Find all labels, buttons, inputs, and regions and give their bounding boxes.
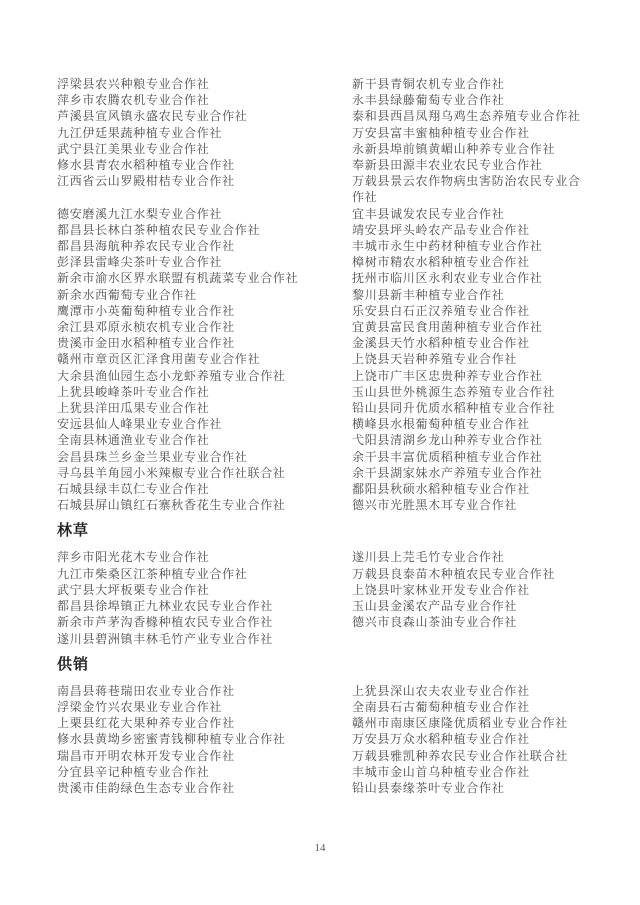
- table-row: [57, 270, 590, 286]
- table-row: [57, 368, 590, 384]
- cooperative-name: 新余市渝水区界水联盟有机蔬菜专业合作社: [57, 271, 299, 286]
- cooperative-name: 上犹县洋田瓜果专业合作社: [57, 401, 210, 416]
- cooperative-name: 乐安县白石正汉养殖专业合作社: [352, 303, 530, 318]
- cooperative-name: 万安县万众水稻种植专业合作社: [352, 732, 530, 747]
- table-row: [57, 566, 590, 582]
- cooperative-name: 安远县仙人峰果业专业合作社: [57, 417, 223, 432]
- cooperative-name: 九江伊廷果蔬种植专业合作社: [57, 125, 223, 140]
- table-row: [57, 582, 590, 598]
- cooperative-name: 武宁县大坪板栗专业合作社: [57, 582, 210, 597]
- table-row: [57, 222, 590, 238]
- cooperative-name: 万安县富丰蜜柚种植专业合作社: [352, 125, 530, 140]
- table-row: [57, 173, 590, 205]
- table-row: [57, 764, 590, 780]
- cooperative-name: 瑞昌市开明农林开发专业合作社: [57, 748, 235, 763]
- section-header: 林草: [57, 523, 90, 540]
- cooperative-name: 万载县景云农作物病虫害防治农民专业合作社: [352, 174, 581, 205]
- table-row: [57, 303, 590, 319]
- table-row: [57, 206, 590, 222]
- cooperative-name: 浮梁县农兴种粮专业合作社: [57, 77, 210, 91]
- cooperative-name: 全南县石古葡萄种植专业合作社: [352, 699, 530, 714]
- table-row: [57, 319, 590, 335]
- table-row: [57, 238, 590, 254]
- cooperative-name: 余江县邓原永桢农机专业合作社: [57, 320, 235, 335]
- cooperative-name: 石城县屏山镇红石寨秋香花生专业合作社: [57, 498, 286, 513]
- table-row: [57, 125, 590, 141]
- cooperative-name: 靖安县坪头岭农产品专业合作社: [352, 222, 530, 237]
- cooperative-name: 奉新县田源丰农业农民专业合作社: [352, 158, 543, 173]
- cooperative-name: 上饶市广丰区忠贵种养专业合作社: [352, 368, 543, 383]
- cooperative-name: 贵溪市佳韵绿色生态专业合作社: [57, 780, 235, 795]
- table-row: [57, 481, 590, 497]
- table-row: [57, 748, 590, 764]
- cooperative-name: 丰城市永生中药材种植专业合作社: [352, 239, 543, 254]
- cooperative-name: 宜丰县诚发农民专业合作社: [352, 206, 505, 221]
- table-row: [57, 683, 590, 699]
- cooperative-name: 萍乡市农腾农机专业合作社: [57, 93, 210, 108]
- cooperative-name: 新余市芦茅沟香橼种植农民专业合作社: [57, 615, 273, 630]
- cooperative-name: 丰城市金山首乌种植专业合作社: [352, 764, 530, 779]
- cooperative-name: 会昌县珠兰乡金兰果业专业合作社: [57, 449, 248, 464]
- cooperative-name: 分宜县辛记种植专业合作社: [57, 764, 210, 779]
- cooperative-name: 黎川县新丰种植专业合作社: [352, 287, 505, 302]
- table-row: [57, 157, 590, 173]
- cooperative-name: 芦溪县宣风镇永盛农民专业合作社: [57, 109, 248, 124]
- cooperative-name: 横峰县水根葡萄种植专业合作社: [352, 417, 530, 432]
- cooperative-name: 余干县丰富优质稻种植专业合作社: [352, 449, 543, 464]
- cooperative-name: 德兴市良森山茶油专业合作社: [352, 615, 518, 630]
- table-row: [57, 416, 590, 432]
- cooperative-name: 都昌县徐埠镇正九林业农民专业合作社: [57, 599, 273, 614]
- table-row: [57, 76, 590, 92]
- table-row: [57, 287, 590, 303]
- table-row: [57, 598, 590, 614]
- table-row: [57, 92, 590, 108]
- table-row: [57, 614, 590, 630]
- cooperative-name: 南昌县蒋巷瑞田农业专业合作社: [57, 683, 235, 698]
- table-row: [57, 108, 590, 124]
- cooperative-name: 德安磨溪九江水梨专业合作社: [57, 206, 223, 221]
- cooperative-name: 永丰县绿藤葡萄专业合作社: [352, 93, 505, 108]
- cooperative-name: 石城县绿丰苡仁专业合作社: [57, 482, 210, 497]
- cooperative-name: 修水县青农水稻种植专业合作社: [57, 158, 235, 173]
- table-row: [57, 141, 590, 157]
- cooperative-name: 修水县黄坳乡密蜜青钱柳种植专业合作社: [57, 732, 286, 747]
- cooperative-name: 铅山县泰缘茶叶专业合作社: [352, 780, 505, 795]
- cooperative-name: 鄱阳县秋硕水稻种植专业合作社: [352, 482, 530, 497]
- cooperative-name: 玉山县世外桃源生态养殖专业合作社: [352, 384, 556, 399]
- cooperative-name: 浮梁金竹兴农果业专业合作社: [57, 699, 223, 714]
- cooperative-name: 新干县青铜农机专业合作社: [352, 77, 505, 91]
- cooperative-name: 九江市柴桑区江茶种植专业合作社: [57, 566, 248, 581]
- cooperative-name: 遂川县碧洲镇丰林毛竹产业专业合作社: [57, 631, 273, 646]
- table-row: [57, 497, 590, 513]
- cooperative-name: 江西省云山罗殿柑桔专业合作社: [57, 174, 235, 189]
- cooperative-name: 上犹县深山农夫农业专业合作社: [352, 683, 530, 698]
- table-row: [57, 731, 590, 747]
- cooperative-name: 全南县林通渔业专业合作社: [57, 433, 210, 448]
- cooperative-name: 贵溪市金田水稻种植专业合作社: [57, 336, 235, 351]
- cooperative-name: 上犹县峻峰茶叶专业合作社: [57, 384, 210, 399]
- cooperative-name: 玉山县金溪农产品专业合作社: [352, 599, 518, 614]
- cooperative-name: 金溪县天竹水稻种植专业合作社: [352, 336, 530, 351]
- cooperative-name: 抚州市临川区永利农业专业合作社: [352, 271, 543, 286]
- cooperative-name: 萍乡市阳光花木专业合作社: [57, 550, 210, 565]
- cooperative-name: 铅山县同升优质水稻种植专业合作社: [352, 401, 556, 416]
- cooperative-name: 武宁县江美果业专业合作社: [57, 141, 210, 156]
- cooperative-name: 赣州市章贡区汇泽食用菌专业合作社: [57, 352, 261, 367]
- cooperative-name: 鹰潭市小英葡萄种植专业合作社: [57, 303, 235, 318]
- cooperative-name: 大余县渔仙园生态小龙虾养殖专业合作社: [57, 368, 286, 383]
- page-number: 14: [314, 842, 326, 854]
- table-row: [57, 449, 590, 465]
- table-row: [57, 699, 590, 715]
- table-row: [57, 335, 590, 351]
- table-row: [57, 254, 590, 270]
- table-row: [57, 549, 590, 565]
- cooperative-name: 德兴市光胜黑木耳专业合作社: [352, 498, 518, 513]
- cooperative-name: 寻乌县羊角园小米辣椒专业合作社联合社: [57, 465, 286, 480]
- cooperative-name: 遂川县上芫毛竹专业合作社: [352, 550, 505, 565]
- table-row: [57, 384, 590, 400]
- cooperative-name: 万载县雅凯种养农民专业合作社联合社: [352, 748, 568, 763]
- cooperative-name: 上栗县红花大果种养专业合作社: [57, 716, 235, 731]
- cooperative-name: 樟树市精农水稻种植专业合作社: [352, 255, 530, 270]
- cooperative-name: 宜黄县富民食用菌种植专业合作社: [352, 320, 543, 335]
- cooperative-name: 余干县湖家妹水产养殖专业合作社: [352, 465, 543, 480]
- table-row: [57, 400, 590, 416]
- cooperative-name: 都昌县海航种养农民专业合作社: [57, 239, 235, 254]
- cooperative-name: 上饶县叶家林业开发专业合作社: [352, 582, 530, 597]
- table-row: [57, 631, 590, 647]
- cooperative-name: 永新县埠前镇黄嵋山种养专业合作社: [352, 141, 556, 156]
- cooperative-name: 上饶县天岩种养殖专业合作社: [352, 352, 518, 367]
- cooperative-name: 弋阳县清湖乡龙山种养专业合作社: [352, 433, 543, 448]
- cooperative-name: 新余水西葡萄专业合作社: [57, 287, 197, 302]
- cooperative-name: 赣州市南康区康隆优质稻业专业合作社: [352, 716, 568, 731]
- cooperative-name: 泰和县西昌凤翔乌鸡生态养殖专业合作社: [352, 109, 581, 124]
- table-row: [57, 351, 590, 367]
- cooperative-name: 都昌县长林白茶种植农民专业合作社: [57, 222, 261, 237]
- table-row: [57, 432, 590, 448]
- table-row: [57, 780, 590, 796]
- section-header: 供销: [57, 656, 90, 673]
- table-row: [57, 715, 590, 731]
- table-row: [57, 465, 590, 481]
- cooperative-name: 彭泽县雷峰尖茶叶专业合作社: [57, 255, 223, 270]
- cooperative-name: 万载县良泰苗木种植农民专业合作社: [352, 566, 556, 581]
